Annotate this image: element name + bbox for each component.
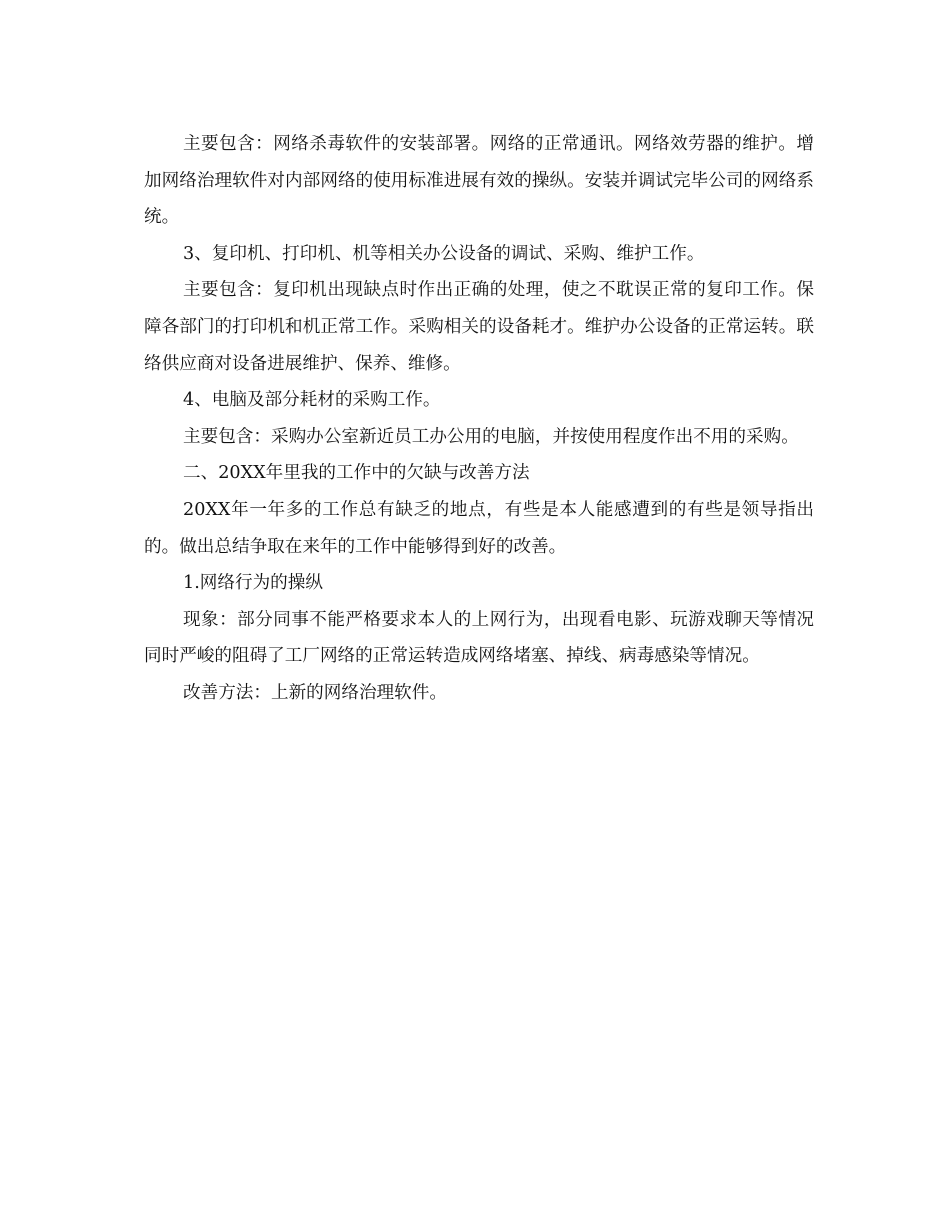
- heading-item-3-office-equipment: 3、复印机、打印机、机等相关办公设备的调试、采购、维护工作。: [183, 243, 705, 264]
- paragraph-computer-purchasing-duties: 主要包含：采购办公室新近员工办公用的电脑，并按使用程度作出不用的采购。: [183, 426, 799, 447]
- paragraph-phenomenon: 现象：部分同事不能严格要求本人的上网行为，出现看电影、玩游戏聊天等情况同时严峻的阻碍了工厂网络的正常运转造成网络堵塞、掉线、病毒感染等情况。: [144, 609, 814, 667]
- heading-item-4-computer-purchasing: 4、电脑及部分耗材的采购工作。: [183, 390, 441, 411]
- paragraph-shortcomings-intro: 20XX年一年多的工作总有缺乏的地点，有些是本人能感遭到的有些是领导指出的。做出总结争取在来年的工作中能够得到好的改善。: [144, 499, 814, 557]
- document-body: [144, 126, 814, 712]
- paragraph-improvement-method: 改善方法：上新的网络治理软件。: [183, 682, 447, 703]
- paragraph-network-duties: 主要包含：网络杀毒软件的安装部署。网络的正常通讯。网络效劳器的维护。增加网络治理软件对内部网络的使用标准进展有效的操纵。安装并调试完毕公司的网络系统。: [144, 134, 814, 228]
- section-heading-shortcomings: 二、20XX年里我的工作中的欠缺与改善方法: [183, 463, 530, 484]
- paragraph-office-equipment-duties: 主要包含：复印机出现缺点时作出正确的处理，使之不耽误正常的复印工作。保障各部门的打印机和机正常工作。采购相关的设备耗才。维护办公设备的正常运转。联络供应商对设备进展维护、保养、维修。: [144, 280, 814, 374]
- subheading-network-behavior-control: 1.网络行为的操纵: [183, 573, 323, 594]
